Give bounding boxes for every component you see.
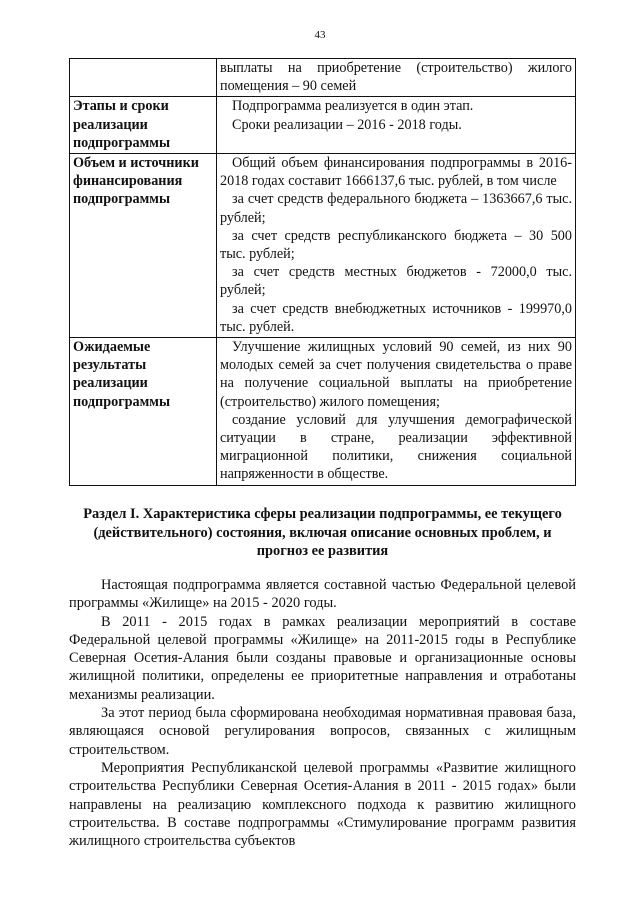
subprogram-passport-table (69, 58, 576, 486)
section-body (69, 576, 576, 850)
page-number: 43 (314, 29, 326, 41)
table-row (70, 154, 576, 338)
table-row (70, 59, 576, 97)
content-line: за счет средств федерального бюджета – 1363667,6 тыс. рублей; (220, 191, 572, 226)
body-paragraph: Мероприятия Республиканской целевой программы «Развитие жилищного строительства Республики Северная Осетия-Алания в 2011 - 2015 годах» были направлены на реализацию комплексного подхода к развитию жилищного строительства. В составе подпрограммы «Стимулирование программ развития жилищного строительства субъектов (69, 759, 576, 850)
row-content (217, 338, 576, 486)
row-label: Этапы и сроки реализации подпрограммы (70, 97, 217, 154)
content-line: Подпрограмма реализуется в один этап. (232, 98, 474, 115)
row-label: Ожидаемые результаты реализации подпрограммы (70, 338, 217, 486)
content-line: выплаты на приобретение (строительство) жилого помещения – 90 семей (220, 60, 572, 95)
content-line: за счет средств республиканского бюджета – 30 500 тыс. рублей; (220, 227, 572, 263)
row-label: Объем и источники финансирования подпрограммы (70, 154, 217, 338)
row-content (217, 59, 576, 97)
body-paragraph: В 2011 - 2015 годах в рамках реализации мероприятий в составе Федеральной целевой программы «Жилище» на 2011-2015 годы в Республике Северная Осетия-Алания были созданы правовые и организационные основы жилищной политики, определены ее приоритетные направления и отработаны механизмы реализации. (69, 613, 576, 703)
content-line: Общий объем финансирования подпрограммы в 2016-2018 годах составит 1666137,6 тыс. рублей, в том числе (220, 155, 572, 190)
row-content (217, 154, 576, 338)
table-row (70, 338, 576, 486)
content-line: создание условий для улучшения демографической ситуации в стране, реализации эффективной миграционной политики, снижения социальной напряженности в обществе. (220, 411, 572, 483)
body-paragraph: За этот период была сформирована необходимая нормативная правовая база, являющаяся основой регулирования вопросов, связанных с жилищным строительством. (69, 705, 576, 758)
row-content (217, 97, 576, 154)
content-line: Сроки реализации – 2016 - 2018 годы. (232, 116, 462, 133)
content-line: за счет средств местных бюджетов - 72000,0 тыс. рублей; (220, 264, 572, 299)
body-paragraph: Настоящая подпрограмма является составной частью Федеральной целевой программы «Жилище» на 2015 - 2020 годы. (69, 577, 576, 612)
content-line: Улучшение жилищных условий 90 семей, из них 90 молодых семей за счет получения свидетельства о праве на получение социальной выплаты на приобретение (строительство) жилого помещения; (220, 339, 572, 410)
section-heading: Раздел I. Характеристика сферы реализации подпрограммы, ее текущего (действительного) состояния, включая описание основных проблем, и прогноз ее развития (83, 506, 562, 559)
table-row (70, 97, 576, 154)
row-label (70, 59, 217, 97)
content-line: за счет средств внебюджетных источников - 199970,0 тыс. рублей. (220, 300, 572, 335)
